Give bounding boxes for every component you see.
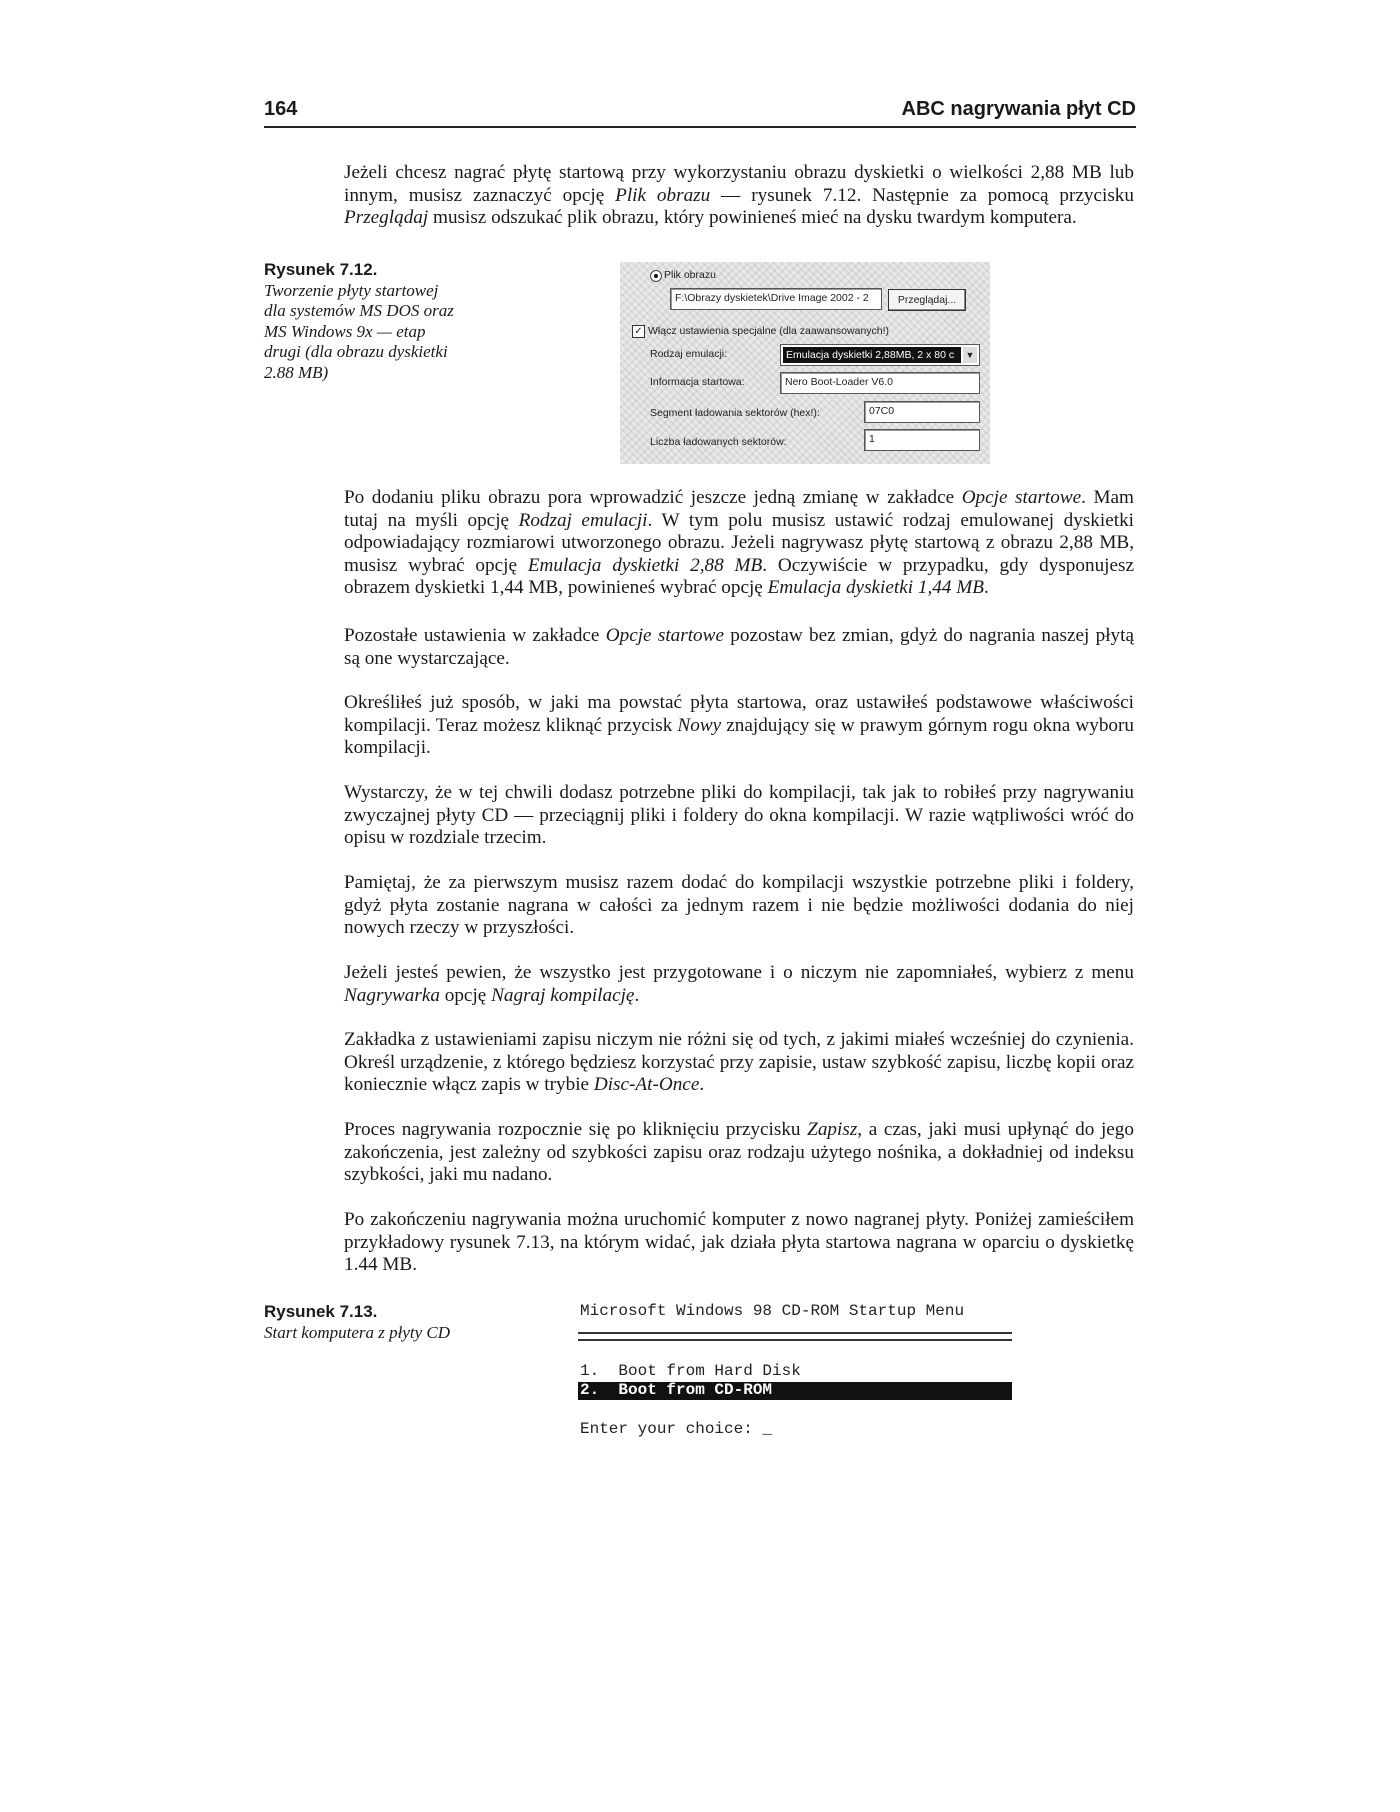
- image-file-label: Plik obrazu: [664, 269, 716, 281]
- italic-term: Disc-At-Once: [593, 1074, 700, 1096]
- figure-label: Rysunek 7.12.: [264, 260, 378, 279]
- paragraph-text: Proces nagrywania rozpocznie się po kliknięciu przycisku: [344, 1119, 808, 1140]
- paragraph: [344, 872, 1134, 940]
- paragraph-text: Określiłeś już sposób, w jaki ma powstać płyta startowa, oraz ustawiłeś podstawowe właściwości kompilacji. Teraz możesz kliknąć przycisk: [344, 692, 1134, 736]
- boot-options-dialog: [620, 262, 990, 464]
- sector-count-field[interactable]: 1: [864, 429, 980, 451]
- chevron-down-icon[interactable]: ▼: [963, 347, 977, 363]
- italic-term: Plik obrazu: [615, 184, 711, 206]
- italic-term: Emulacja dyskietki 1,44 MB: [767, 577, 984, 599]
- paragraph: [344, 625, 1134, 670]
- choice-prompt[interactable]: Enter your choice: _: [580, 1420, 773, 1438]
- page-number: 164: [264, 98, 298, 120]
- italic-term: Opcje startowe: [961, 487, 1082, 508]
- paragraph: [344, 1209, 1134, 1277]
- figure-caption-text: Tworzenie płyty startowej dla systemów MS DOS oraz MS Windows 9x — etap drugi (dla obrazu dyskietki 2.88 MB): [264, 280, 454, 382]
- image-file-radio[interactable]: [650, 270, 662, 282]
- paragraph-text: Jeżeli chcesz nagrać płytę startową przy wykorzystaniu obrazu dyskietki o wielkości 2,88 MB lub innym, musisz zaznaczyć opcję: [344, 162, 1134, 206]
- paragraph-text: musisz odszukać plik obrazu, który powinieneś mieć na dysku twardym komputera.: [428, 207, 1077, 229]
- paragraph: [344, 1119, 1134, 1187]
- emulation-selected-value: Emulacja dyskietki 2,88MB, 2 x 80 c: [783, 347, 961, 363]
- figure-caption: [264, 260, 464, 383]
- startup-menu-console: [578, 1300, 1014, 1450]
- paragraph-text: znajdujący się w prawym górnym rogu okna wyboru kompilacji.: [344, 714, 1134, 759]
- paragraph-text: Zakładka z ustawieniami zapisu niczym nie różni się od tych, z jakimi miałeś wcześniej do czynienia. Określ urządzenie, z którego będziesz korzystać przy zapisie, ustaw szybkość zapisu, liczbę kopii oraz koniecznie włącz zapis w trybie: [344, 1029, 1134, 1096]
- paragraph: [344, 692, 1134, 760]
- emulation-label: Rodzaj emulacji:: [650, 348, 728, 360]
- paragraph: [344, 782, 1134, 850]
- paragraph-text: .: [699, 1074, 705, 1096]
- italic-term: Nagraj kompilację: [491, 984, 635, 1006]
- paragraph: [344, 1029, 1134, 1097]
- boot-info-field[interactable]: Nero Boot-Loader V6.0: [780, 372, 980, 394]
- paragraph-text: Po zakończeniu nagrywania można uruchomić komputer z nowo nagranej płyty. Poniżej zamieściłem przykładowy rysunek 7.13, na którym widać, jak działa płyta startowa nagrana w oparciu o dyskietkę 1.44 MB.: [344, 1209, 1134, 1276]
- figure-caption: [264, 1302, 464, 1343]
- advanced-settings-checkbox[interactable]: ✓: [632, 325, 645, 338]
- italic-term: Przeglądaj: [344, 207, 429, 229]
- segment-label: Segment ładowania sektorów (hex!):: [650, 407, 820, 419]
- paragraph-text: pozostaw bez zmian, gdyż do nagrania naszej płytą są one wystarczające.: [344, 625, 1134, 669]
- console-divider: [578, 1332, 1012, 1341]
- paragraph-text: Wystarczy, że w tej chwili dodasz potrzebne pliki do kompilacji, tak jak to robiłeś przy nagrywaniu zwyczajnej płyty CD — przeciągnij pliki i foldery do okna kompilacji. W razie wątpliwości wróć do opisu w rozdziale trzecim.: [344, 782, 1134, 849]
- italic-term: Nagrywarka: [344, 984, 440, 1006]
- italic-term: Opcje startowe: [605, 625, 724, 646]
- emulation-select[interactable]: [780, 344, 980, 366]
- figure-caption-text: Start komputera z płyty CD: [264, 1322, 451, 1342]
- menu-option-hard-disk[interactable]: 1. Boot from Hard Disk: [580, 1362, 801, 1380]
- paragraph: [344, 962, 1134, 1007]
- paragraph: [344, 487, 1134, 600]
- page-header: [264, 96, 1136, 128]
- advanced-settings-label: Włącz ustawienia specjalne (dla zaawansowanych!): [648, 325, 890, 337]
- sector-count-label: Liczba ładowanych sektorów:: [650, 436, 787, 448]
- browse-button[interactable]: Przeglądaj...: [888, 289, 966, 311]
- paragraph-text: opcję: [439, 984, 492, 1006]
- menu-option-cd-rom-label: 2. Boot from CD-ROM: [580, 1381, 773, 1399]
- paragraph-text: . Mam tutaj na myśli opcję: [344, 487, 1134, 531]
- paragraph-text: . Oczywiście w przypadku, gdy dysponujesz obrazem dyskietki 1,44 MB, powinieneś wybrać opcję: [344, 554, 1135, 599]
- italic-term: Emulacja dyskietki 2,88 MB: [527, 554, 763, 576]
- paragraph-text: Pamiętaj, że za pierwszym musisz razem dodać do kompilacji wszystkie potrzebne pliki i foldery, gdyż płyta zostanie nagrana w całości za jednym razem i nie będzie możliwości dodania do niej nowych rzeczy w przyszłości.: [344, 872, 1134, 939]
- italic-term: Nowy: [677, 714, 722, 736]
- italic-term: Rodzaj emulacji: [518, 509, 648, 531]
- boot-info-label: Informacja startowa:: [650, 376, 745, 388]
- paragraph-text: Jeżeli jesteś pewien, że wszystko jest przygotowane i o niczym nie zapomniałeś, wybierz z menu: [344, 962, 1134, 983]
- paragraph-text: .: [983, 577, 989, 599]
- image-path-field[interactable]: F:\Obrazy dyskietek\Drive Image 2002 - 2: [670, 288, 882, 310]
- paragraph-text: Po dodaniu pliku obrazu pora wprowadzić jeszcze jedną zmianę w zakładce: [344, 487, 962, 508]
- paragraph: [344, 162, 1134, 230]
- paragraph-text: . W tym polu musisz ustawić rodzaj emulowanej dyskietki odpowiadający rozmiarowi utworzonego obrazu. Jeżeli nagrywasz płytę startową z obrazu 2,88 MB, musisz wybrać opcję: [344, 509, 1135, 576]
- italic-term: Zapisz: [807, 1119, 858, 1140]
- segment-field[interactable]: 07C0: [864, 401, 980, 423]
- running-title: ABC nagrywania płyt CD: [901, 98, 1136, 120]
- paragraph-text: .: [634, 984, 640, 1006]
- paragraph-text: — rysunek 7.12. Następnie za pomocą przycisku: [710, 184, 1134, 206]
- figure-label: Rysunek 7.13.: [264, 1302, 378, 1321]
- console-title: Microsoft Windows 98 CD-ROM Startup Menu: [580, 1302, 965, 1320]
- menu-option-cd-rom[interactable]: [578, 1382, 1012, 1400]
- paragraph-text: Pozostałe ustawienia w zakładce: [344, 625, 606, 646]
- paragraph-text: , a czas, jaki musi upłynąć do jego zakończenia, jest zależny od szybkości zapisu oraz rodzaju użytego nośnika, a dokładniej od indeksu szybkości, jaki mu nadano.: [344, 1119, 1134, 1186]
